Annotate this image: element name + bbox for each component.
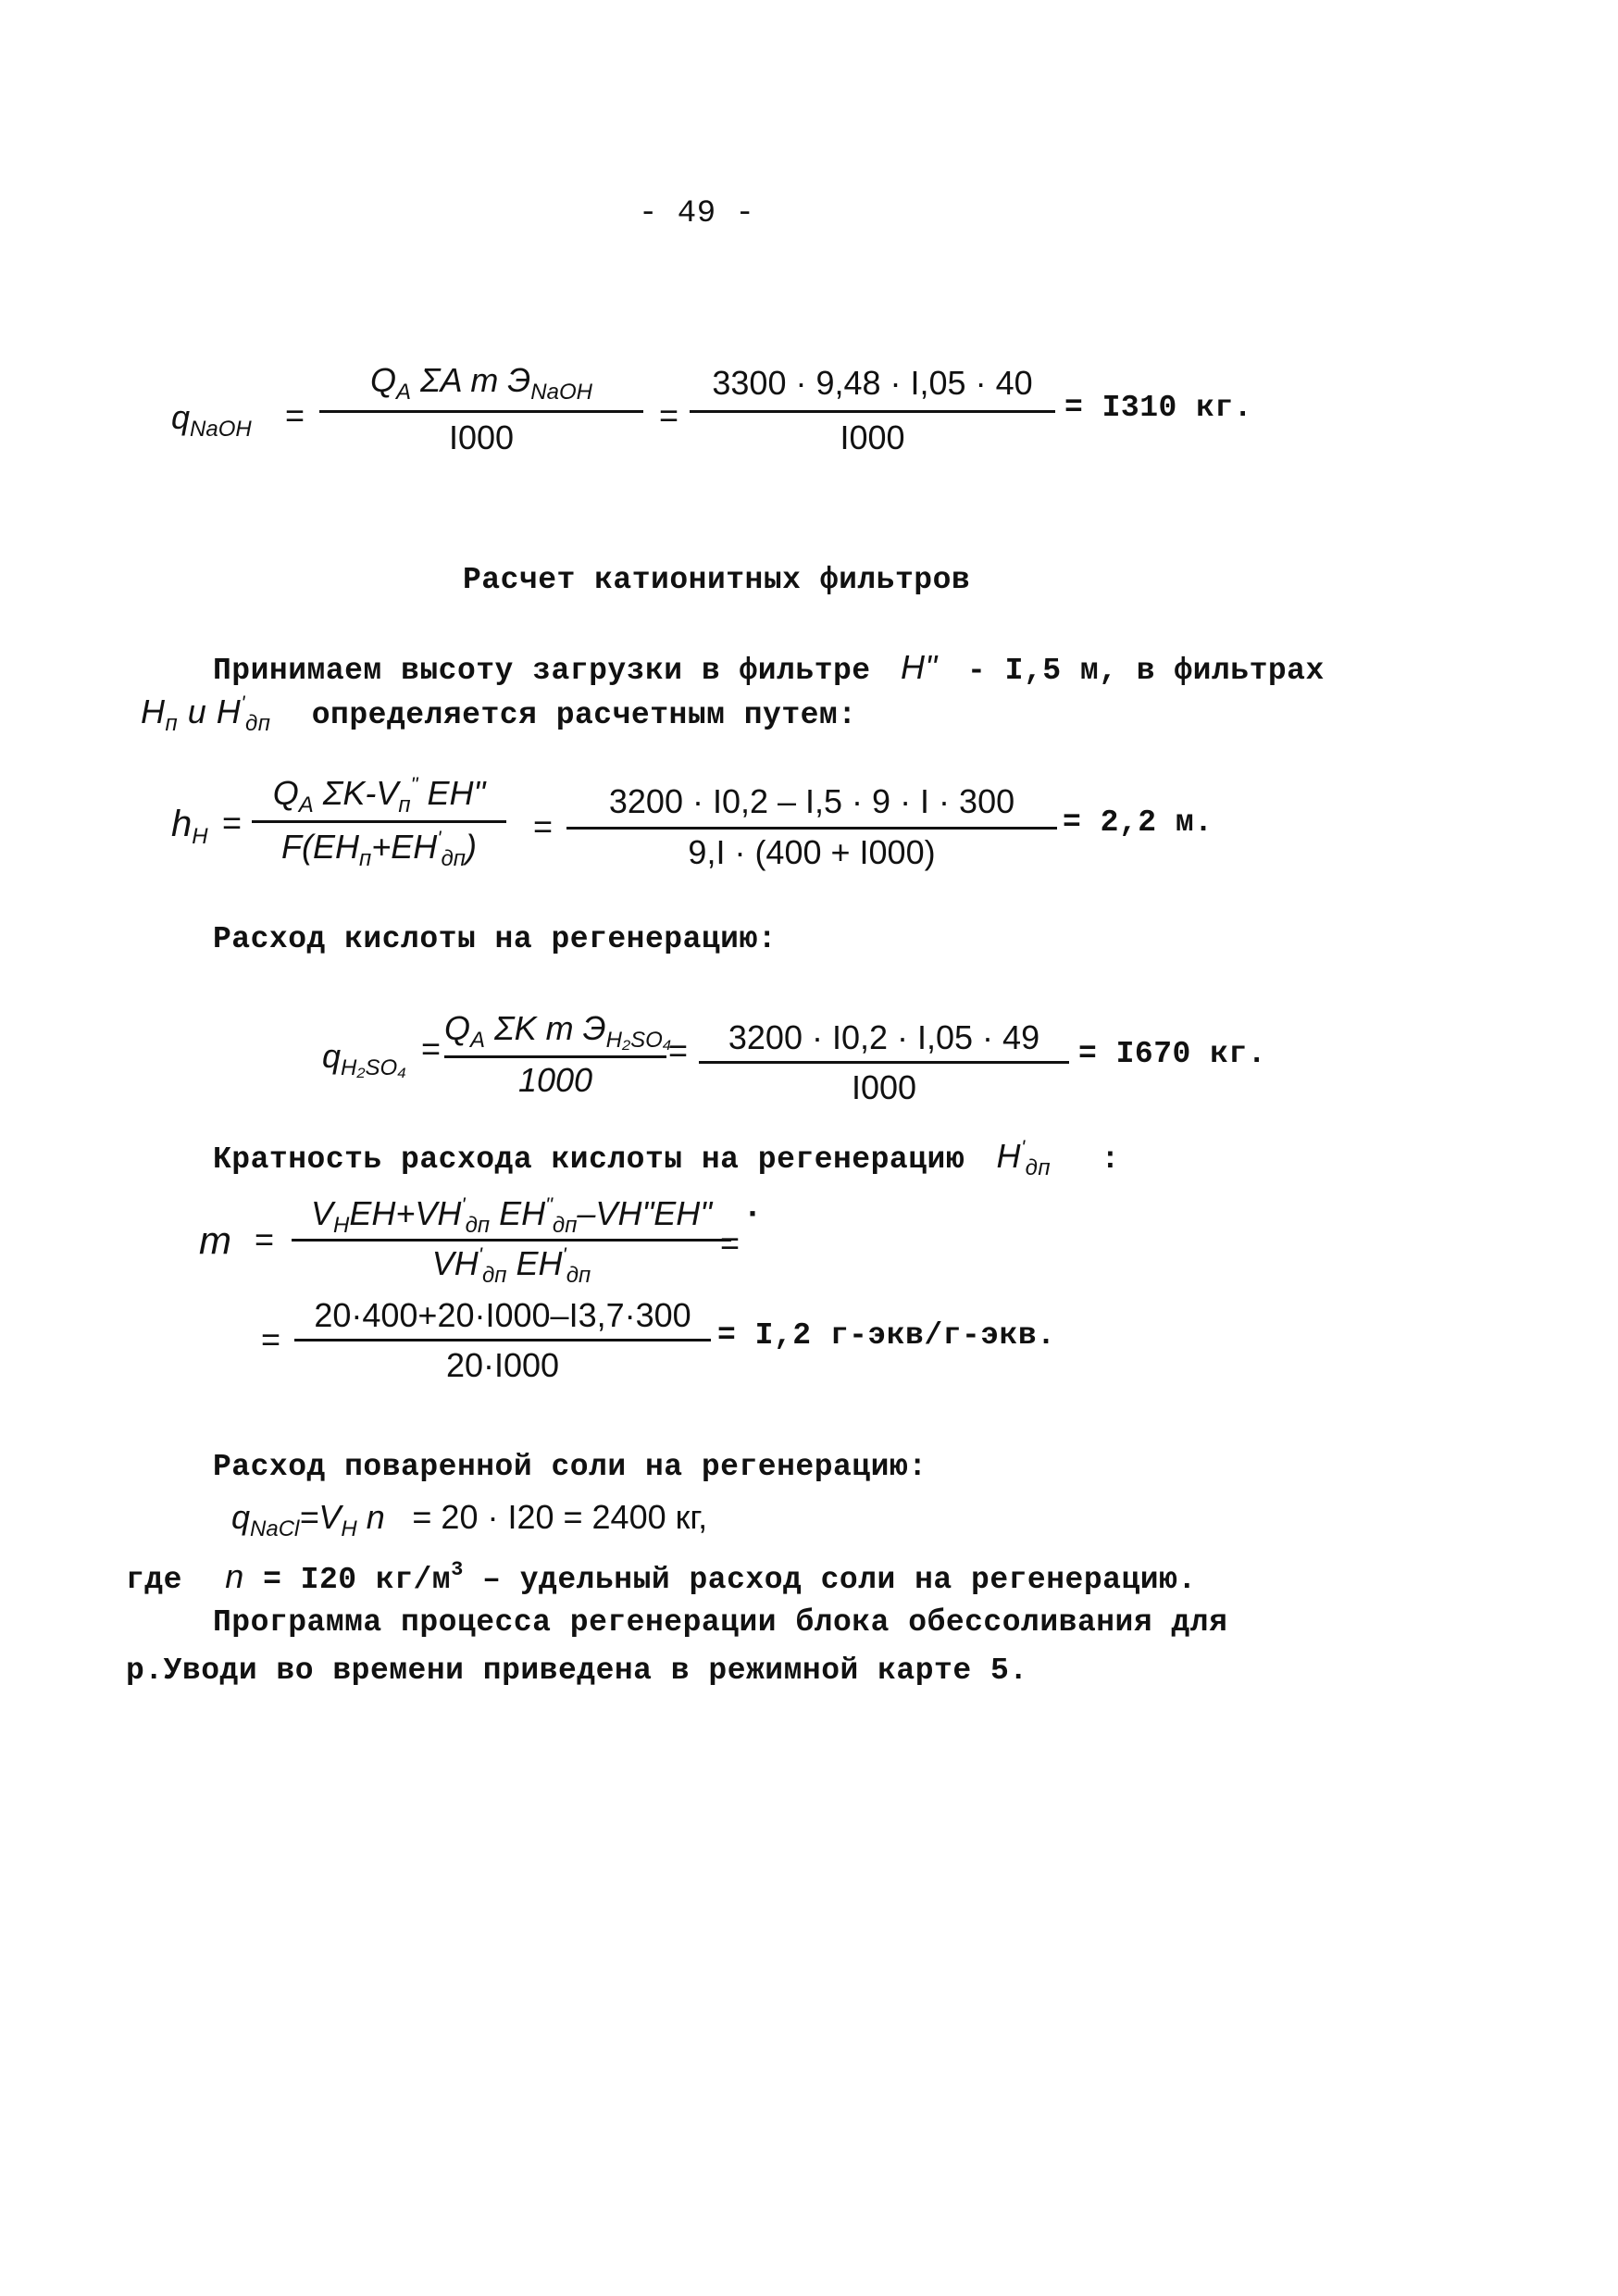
section-title: Расчет катионитных фильтров: [463, 563, 971, 597]
eq2-f1-num: $Q_A$ $\Sigma K-V_п^"$ EH": [272, 773, 486, 817]
eq1-f1-bar: [319, 410, 643, 413]
label-salt: Расход поваренной соли на регенерацию:: [213, 1450, 927, 1484]
eq2-f2-bar: [566, 827, 1057, 830]
eq4-f2-num: 20·400+20·I000–I3,7·300: [314, 1296, 691, 1334]
eq4-eq3: =: [261, 1320, 281, 1358]
eq4-f1-bar: [292, 1239, 731, 1242]
eq1-eq2: =: [659, 396, 679, 434]
eq3-f1-bar: [444, 1055, 666, 1058]
eq3-eq2: =: [668, 1031, 689, 1069]
eq2-lhs: $h_H$: [171, 804, 208, 849]
eq1-lhs: $q_{NaOH}$: [171, 398, 252, 442]
eq4-f2-bar: [294, 1339, 711, 1341]
para-final-line2: р.Уводи во времени приведена в режимной карте 5.: [126, 1653, 1028, 1688]
label-ratio: Кратность расхода кислоты на регенерацию $H'_{дп}$ :: [213, 1136, 1120, 1180]
eq2-eq2: =: [533, 807, 554, 845]
eq1-f1-den: I000: [448, 418, 515, 456]
eq2-f2-den: 9,I · (400 + I000): [688, 833, 936, 871]
eq4-eq: =: [255, 1220, 275, 1258]
para-final-line1: Программа процесса регенерации блока обессоливания для: [213, 1605, 1228, 1640]
eq3-f1-num: $Q_A$ ΣK m $Э_{H_2SO_4}$: [444, 1009, 672, 1053]
eq3-eq: =: [421, 1029, 442, 1067]
eq3-f2-num: 3200 · I0,2 · I,05 · 49: [728, 1018, 1040, 1056]
eq2-f1-den: $F(EH_п+EH'_{дп})$: [281, 827, 477, 871]
eq1-f2-num: 3300 · 9,48 · I,05 · 40: [712, 364, 1033, 402]
label-acid: Расход кислоты на регенерацию:: [213, 922, 778, 956]
para1-line2: $H_п$ и $H'_{дп}$ определяется расчетным путем:: [141, 692, 857, 736]
page-number: - 49 -: [639, 196, 755, 231]
para1-line1: Принимаем высоту загрузки в фильтре H" - I,5 м, в фильтрах: [213, 648, 1325, 688]
equation-nacl: $q_{NaCl}=V_H$ n = 20 · I20 = 2400 кг,: [231, 1498, 708, 1541]
eq3-f2-bar: [699, 1061, 1069, 1064]
eq4-eq2: =: [720, 1224, 741, 1262]
eq4-dot: ·: [748, 1194, 759, 1232]
eq3-result: = I670 кг.: [1078, 1037, 1267, 1071]
eq1-f2-bar: [690, 410, 1055, 413]
eq1-eq: =: [285, 396, 305, 434]
eq3-lhs: $q_{H_2SO_4}$: [322, 1037, 406, 1080]
eq3-f2-den: I000: [851, 1068, 917, 1106]
eq4-f2-den: 20·I000: [445, 1346, 560, 1384]
eq2-eq: =: [222, 804, 243, 842]
eq1-result: = I310 кг.: [1064, 391, 1253, 425]
eq4-result: = I,2 г-экв/г-экв.: [717, 1318, 1056, 1353]
eq1-f2-den: I000: [840, 418, 905, 456]
eq3-f1-den: 1000: [517, 1061, 593, 1099]
eq4-f1-num: $V_HEH+VH'_{дп}$ $EH^"_{дп}-VH"EH$": [310, 1193, 713, 1238]
eq2-f1-bar: [252, 820, 506, 823]
eq2-f2-num: 3200 · I0,2 – I,5 · 9 · I · 300: [608, 782, 1015, 820]
eq4-f1-den: $VH'_{дп}$ $EH'_{дп}$: [431, 1243, 591, 1288]
eq1-f1-num: $Q_A$ ΣA m $Э_{NaOH}$: [370, 361, 592, 405]
eq2-result: = 2,2 м.: [1063, 805, 1214, 840]
where-line: где n = I20 $кг/м^3$ – удельный расход соли на регенерацию.: [126, 1557, 1197, 1597]
eq4-lhs: m: [199, 1218, 231, 1262]
